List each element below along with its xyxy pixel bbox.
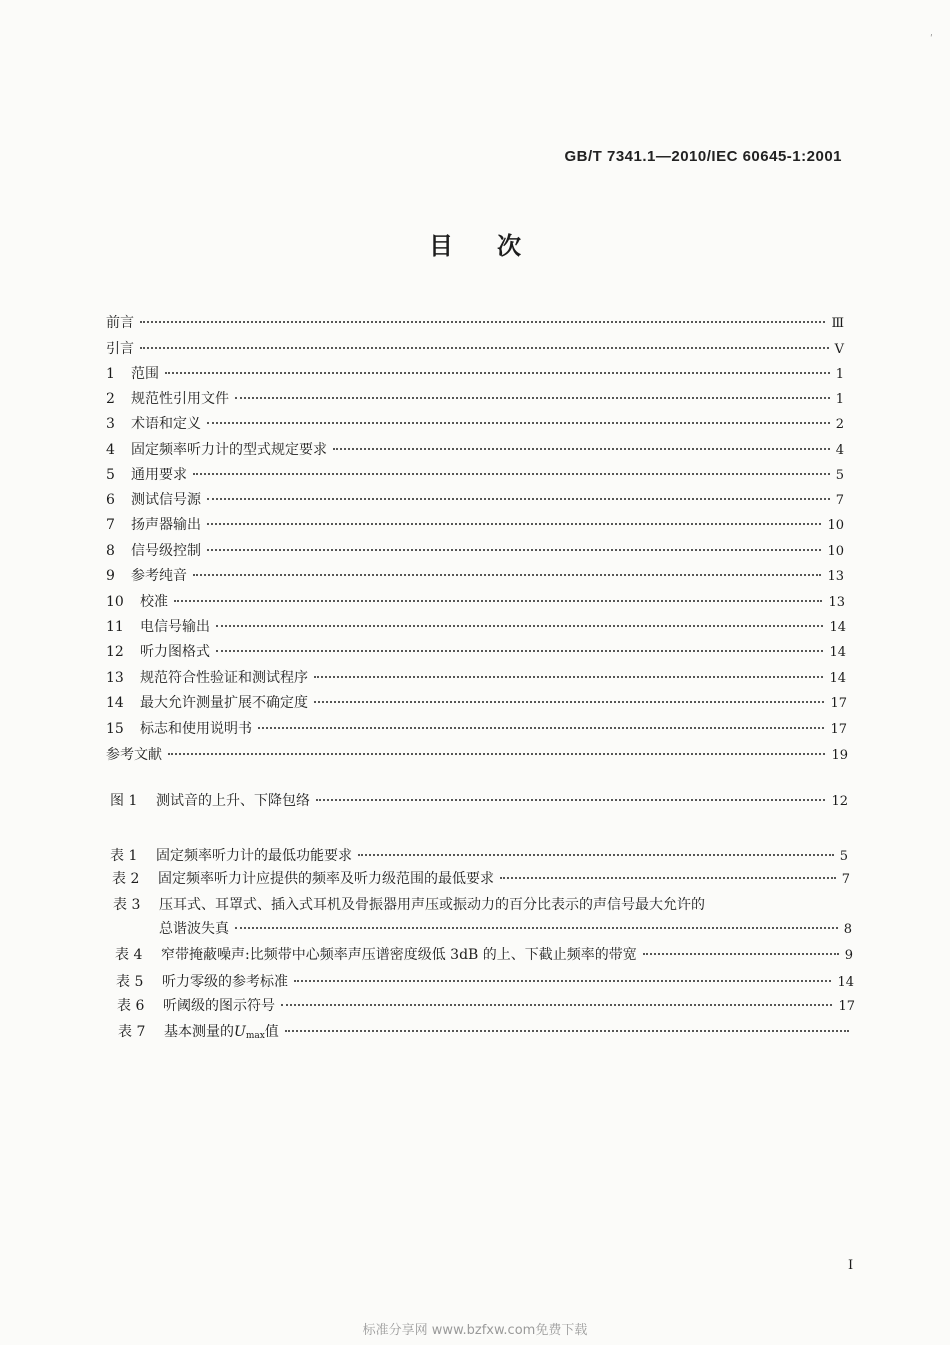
toc-entry[interactable] [106,464,844,484]
toc-entry-number: 4 [106,442,115,458]
toc-entry-label: 引言 [106,341,134,357]
toc-entry-label: 电信号输出 [140,619,210,635]
toc-entry[interactable] [106,439,844,459]
leader-dots [235,397,830,399]
toc-entry[interactable] [106,540,844,560]
leader-dots [643,953,839,955]
table-entry[interactable] [118,1021,855,1041]
table-entry-label: 压耳式、耳罩式、插入式耳机及骨振器用声压或振动力的百分比表示的声信号最大允许的 [159,897,705,913]
toc-entry-label: 规范符合性验证和测试程序 [140,670,308,686]
toc-entry-label: 参考纯音 [131,568,187,584]
toc-entry-page: 7 [835,493,844,508]
leader-dots [140,321,825,323]
toc-entry-number: 15 [106,721,124,737]
table-entry-number: 表 3 [113,897,141,913]
leader-dots [258,727,824,729]
u-max-symbol: U [234,1024,246,1040]
table-entry-page: 5 [839,849,848,864]
table-entry-number: 表 2 [112,871,140,887]
leader-dots [358,854,834,856]
toc-entry-label: 信号级控制 [131,543,201,559]
table-entry-label: 固定频率听力计应提供的频率及听力级范围的最低要求 [158,871,494,887]
figure-entry-page: 12 [831,794,848,809]
leader-dots [207,549,821,551]
toc-entry-label: 固定频率听力计的型式规定要求 [131,442,327,458]
table-entry-label: 固定频率听力计的最低功能要求 [156,848,352,864]
toc-entry-number: 2 [106,391,115,407]
toc-entry-label: 前言 [106,315,134,331]
watermark: 标准分享网 www.bzfxw.com免费下载 [362,1323,588,1338]
toc-entry-number: 1 [106,366,115,382]
leader-dots [314,676,823,678]
table-entry-number: 表 6 [117,998,145,1014]
toc-entry-label: 参考文献 [106,747,162,763]
table-entry-page: 7 [841,872,850,887]
toc-entry-label: 扬声器输出 [131,517,201,533]
figure-entry-number: 图 1 [110,793,138,809]
leader-dots [165,372,830,374]
leader-dots [235,927,838,929]
toc-entry-label: 术语和定义 [131,416,201,432]
toc-entry[interactable] [106,413,844,433]
table-entry-number: 表 4 [115,947,143,963]
leader-dots [316,799,825,801]
toc-entry-label: 校准 [140,594,168,610]
table-entry-label: 听力零级的参考标准 [162,974,288,990]
toc-entry-number: 10 [106,594,124,610]
toc-entry-number: 8 [106,543,115,559]
toc-entry-number: 7 [106,517,115,533]
toc-entry-page: Ⅲ [831,316,844,331]
toc-entry-number: 5 [106,467,115,483]
toc-entry-number: 9 [106,568,115,584]
toc-entry[interactable] [106,591,845,611]
toc-entry-page: 17 [830,722,847,737]
toc-entry-page: 14 [829,671,846,686]
toc-entry-label: 听力图格式 [140,644,210,660]
toc-entry-number: 6 [106,492,115,508]
toc-entry[interactable] [106,388,844,408]
figure-entry-label: 测试音的上升、下降包络 [156,793,310,809]
leader-dots [174,600,822,602]
toc-entry-label: 标志和使用说明书 [140,721,252,737]
table-entry[interactable] [115,944,853,964]
toc-entry[interactable] [106,616,846,636]
table-entry-page: 9 [844,948,853,963]
toc-entry-page: 4 [835,443,844,458]
leader-dots [207,523,821,525]
toc-entry-page: 2 [835,417,844,432]
leader-dots [216,650,823,652]
table-entry-continuation[interactable] [159,918,852,938]
toc-entry-page: Ⅴ [834,342,844,357]
table-entry[interactable] [112,868,850,888]
toc-entry-page: 5 [835,468,844,483]
page-number: I [848,1258,854,1273]
table-entry-page: 8 [843,922,852,937]
toc-entry-number: 12 [106,644,124,660]
leader-dots [168,753,825,755]
toc-entry[interactable] [106,312,844,332]
toc-entry-label: 最大允许测量扩展不确定度 [140,695,308,711]
toc-entry-page: 1 [835,367,844,382]
toc-entry-number: 13 [106,670,124,686]
toc-entry-label: 通用要求 [131,467,187,483]
leader-dots [193,473,830,475]
leader-dots [314,701,824,703]
toc-entry-page: 13 [828,595,845,610]
toc-entry[interactable] [106,718,847,738]
table-entry[interactable] [113,894,797,914]
u-max-subscript: max [245,1031,265,1041]
toc-entry-label: 测试信号源 [131,492,201,508]
scan-corner-mark: ʹ [930,34,933,45]
toc-entry-page: 17 [830,696,847,711]
leader-dots [294,980,831,982]
leader-dots [333,448,830,450]
figure-entry[interactable] [110,790,848,810]
table-entry-label-continuation: 总谐波失真 [159,921,229,937]
leader-dots [207,498,830,500]
table-entry[interactable] [117,995,855,1015]
table-entry-label-prefix: 基本测量的 [164,1024,234,1040]
table-entry[interactable] [110,845,848,865]
table-entry-label: 窄带掩蔽噪声:比频带中心频率声压谱密度级低 3dB 的上、下截止频率的带宽 [161,947,637,963]
toc-entry-page: 10 [827,518,844,533]
toc-entry-page: 19 [831,748,848,763]
toc-entry[interactable] [106,489,844,509]
standard-number: GB/T 7341.1—2010/IEC 60645-1:2001 [564,148,842,165]
leader-dots [207,422,830,424]
table-entry-label [164,1021,279,1041]
toc-entry-label: 范围 [131,366,159,382]
table-entry-number: 表 7 [118,1024,146,1040]
table-entry[interactable] [116,971,854,991]
toc-entry[interactable] [106,338,844,358]
table-entry-page: 14 [837,975,854,990]
toc-entry[interactable] [106,744,848,764]
toc-entry[interactable] [106,667,846,687]
leader-dots [500,877,836,879]
toc-entry-number: 3 [106,416,115,432]
toc-entry-number: 11 [106,619,124,635]
table-entry-label: 听阈级的图示符号 [163,998,275,1014]
toc-entry[interactable] [106,641,846,661]
table-entry-number: 表 5 [116,974,144,990]
toc-title: 目次 [429,232,565,260]
toc-entry[interactable] [106,514,844,534]
toc-entry-page: 10 [827,544,844,559]
toc-entry-page: 14 [829,645,846,660]
leader-dots [281,1004,832,1006]
toc-entry-page: 13 [827,569,844,584]
toc-entry-page: 14 [829,620,846,635]
leader-dots [140,347,829,349]
table-entry-page: 17 [838,999,855,1014]
toc-entry[interactable] [106,363,844,383]
toc-entry-label: 规范性引用文件 [131,391,229,407]
leader-dots [216,625,823,627]
leader-dots [285,1030,849,1032]
leader-dots [193,574,821,576]
toc-entry-page: 1 [835,392,844,407]
toc-entry-number: 14 [106,695,124,711]
table-entry-number: 表 1 [110,848,138,864]
toc-entry[interactable] [106,565,844,585]
toc-entry[interactable] [106,692,847,712]
table-entry-label-suffix: 值 [264,1024,279,1040]
